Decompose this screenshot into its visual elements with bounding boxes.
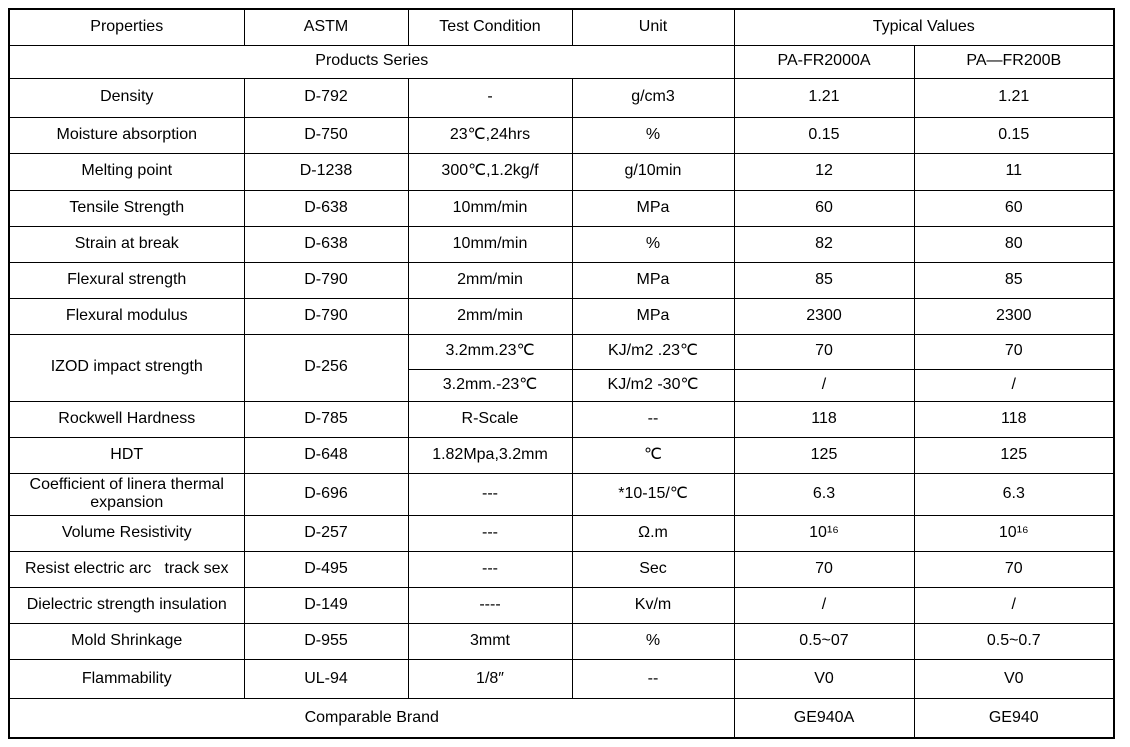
- cell-property: Volume Resistivity: [9, 516, 244, 552]
- cell-property: Strain at break: [9, 226, 244, 262]
- cell-unit: %: [572, 226, 734, 262]
- cell-astm: D-1238: [244, 153, 408, 190]
- header-typical-values: Typical Values: [734, 9, 1114, 45]
- cell-astm: D-696: [244, 473, 408, 516]
- cell-condition: 1/8″: [408, 660, 572, 699]
- cell-unit: %: [572, 117, 734, 153]
- table-row: [9, 473, 1114, 516]
- comparable-brand-row: [9, 699, 1114, 738]
- cell-property: IZOD impact strength: [9, 334, 244, 401]
- cell-unit: KJ/m2 -30℃: [572, 369, 734, 401]
- comparable-brand-label: Comparable Brand: [9, 699, 734, 738]
- cell-unit: Sec: [572, 552, 734, 588]
- table-row: [9, 624, 1114, 660]
- cell-astm: D-149: [244, 588, 408, 624]
- cell-unit: g/cm3: [572, 78, 734, 117]
- table-row: [9, 401, 1114, 437]
- cell-value-b: 125: [914, 437, 1114, 473]
- table-row: [9, 117, 1114, 153]
- cell-unit: g/10min: [572, 153, 734, 190]
- cell-condition: 23℃,24hrs: [408, 117, 572, 153]
- cell-value-a: 1.21: [734, 78, 914, 117]
- material-properties-table: [8, 8, 1115, 739]
- table-row: [9, 552, 1114, 588]
- cell-property: Coefficient of linera thermal expansion: [9, 473, 244, 516]
- cell-unit: ℃: [572, 437, 734, 473]
- cell-property: Flexural modulus: [9, 298, 244, 334]
- cell-property: Melting point: [9, 153, 244, 190]
- cell-value-a: 2300: [734, 298, 914, 334]
- cell-astm: UL-94: [244, 660, 408, 699]
- cell-condition: 10mm/min: [408, 226, 572, 262]
- cell-unit: MPa: [572, 262, 734, 298]
- table-row: [9, 190, 1114, 226]
- table-row: [9, 588, 1114, 624]
- comparable-brand-a: GE940A: [734, 699, 914, 738]
- products-series-label: Products Series: [9, 45, 734, 78]
- cell-condition: 3.2mm.23℃: [408, 334, 572, 369]
- cell-astm: D-955: [244, 624, 408, 660]
- cell-value-b: 2300: [914, 298, 1114, 334]
- cell-value-b: 0.15: [914, 117, 1114, 153]
- header-unit: Unit: [572, 9, 734, 45]
- cell-value-a: 60: [734, 190, 914, 226]
- cell-unit: MPa: [572, 298, 734, 334]
- cell-value-b: 60: [914, 190, 1114, 226]
- cell-condition: 3mmt: [408, 624, 572, 660]
- cell-value-a: 70: [734, 334, 914, 369]
- cell-astm: D-750: [244, 117, 408, 153]
- cell-condition: ---: [408, 516, 572, 552]
- cell-condition: 300℃,1.2kg/f: [408, 153, 572, 190]
- table-row: [9, 262, 1114, 298]
- cell-condition: -: [408, 78, 572, 117]
- cell-value-a: V0: [734, 660, 914, 699]
- cell-unit: MPa: [572, 190, 734, 226]
- cell-value-a: 70: [734, 552, 914, 588]
- cell-astm: D-256: [244, 334, 408, 401]
- cell-value-b: 70: [914, 552, 1114, 588]
- cell-property: Resist electric arc track sex: [9, 552, 244, 588]
- cell-value-a: 6.3: [734, 473, 914, 516]
- cell-value-a: 118: [734, 401, 914, 437]
- cell-value-a: 82: [734, 226, 914, 262]
- cell-condition: ---: [408, 473, 572, 516]
- cell-value-b: 6.3: [914, 473, 1114, 516]
- header-properties: Properties: [9, 9, 244, 45]
- cell-unit: %: [572, 624, 734, 660]
- table-row: [9, 153, 1114, 190]
- cell-astm: D-792: [244, 78, 408, 117]
- cell-value-a: 0.5~07: [734, 624, 914, 660]
- table-row: [9, 660, 1114, 699]
- cell-value-b: 10¹⁶: [914, 516, 1114, 552]
- cell-astm: D-495: [244, 552, 408, 588]
- cell-unit: KJ/m2 .23℃: [572, 334, 734, 369]
- cell-astm: D-790: [244, 298, 408, 334]
- cell-property: Rockwell Hardness: [9, 401, 244, 437]
- cell-value-a: 0.15: [734, 117, 914, 153]
- cell-unit: --: [572, 401, 734, 437]
- table-row: [9, 516, 1114, 552]
- cell-value-b: 1.21: [914, 78, 1114, 117]
- header-astm: ASTM: [244, 9, 408, 45]
- product-b-name: PA—FR200B: [914, 45, 1114, 78]
- header-row: [9, 9, 1114, 45]
- cell-property: Mold Shrinkage: [9, 624, 244, 660]
- cell-property: HDT: [9, 437, 244, 473]
- cell-condition: ---: [408, 552, 572, 588]
- cell-condition: ----: [408, 588, 572, 624]
- table-row-izod-1: [9, 334, 1114, 369]
- cell-value-b: /: [914, 369, 1114, 401]
- cell-value-b: 80: [914, 226, 1114, 262]
- table-row: [9, 78, 1114, 117]
- cell-value-a: 125: [734, 437, 914, 473]
- cell-value-b: 0.5~0.7: [914, 624, 1114, 660]
- cell-astm: D-638: [244, 226, 408, 262]
- cell-value-b: 11: [914, 153, 1114, 190]
- cell-condition: 3.2mm.-23℃: [408, 369, 572, 401]
- header-test-condition: Test Condition: [408, 9, 572, 45]
- cell-value-b: /: [914, 588, 1114, 624]
- cell-condition: 2mm/min: [408, 262, 572, 298]
- cell-value-b: 70: [914, 334, 1114, 369]
- cell-value-b: V0: [914, 660, 1114, 699]
- cell-property: Tensile Strength: [9, 190, 244, 226]
- table-row: [9, 298, 1114, 334]
- cell-property: Dielectric strength insulation: [9, 588, 244, 624]
- cell-unit: *10-15/℃: [572, 473, 734, 516]
- cell-value-a: 10¹⁶: [734, 516, 914, 552]
- comparable-brand-b: GE940: [914, 699, 1114, 738]
- cell-astm: D-790: [244, 262, 408, 298]
- products-series-row: [9, 45, 1114, 78]
- cell-astm: D-257: [244, 516, 408, 552]
- cell-condition: 1.82Mpa,3.2mm: [408, 437, 572, 473]
- cell-astm: D-648: [244, 437, 408, 473]
- cell-property: Flammability: [9, 660, 244, 699]
- cell-astm: D-638: [244, 190, 408, 226]
- cell-property: Moisture absorption: [9, 117, 244, 153]
- cell-property: Flexural strength: [9, 262, 244, 298]
- cell-condition: 2mm/min: [408, 298, 572, 334]
- cell-value-a: /: [734, 369, 914, 401]
- cell-value-a: /: [734, 588, 914, 624]
- cell-astm: D-785: [244, 401, 408, 437]
- cell-value-b: 118: [914, 401, 1114, 437]
- cell-value-a: 12: [734, 153, 914, 190]
- cell-value-b: 85: [914, 262, 1114, 298]
- cell-condition: 10mm/min: [408, 190, 572, 226]
- cell-condition: R-Scale: [408, 401, 572, 437]
- table-row: [9, 226, 1114, 262]
- product-a-name: PA-FR2000A: [734, 45, 914, 78]
- cell-unit: --: [572, 660, 734, 699]
- cell-property: Density: [9, 78, 244, 117]
- table-row: [9, 437, 1114, 473]
- cell-value-a: 85: [734, 262, 914, 298]
- cell-unit: Ω.m: [572, 516, 734, 552]
- cell-unit: Kv/m: [572, 588, 734, 624]
